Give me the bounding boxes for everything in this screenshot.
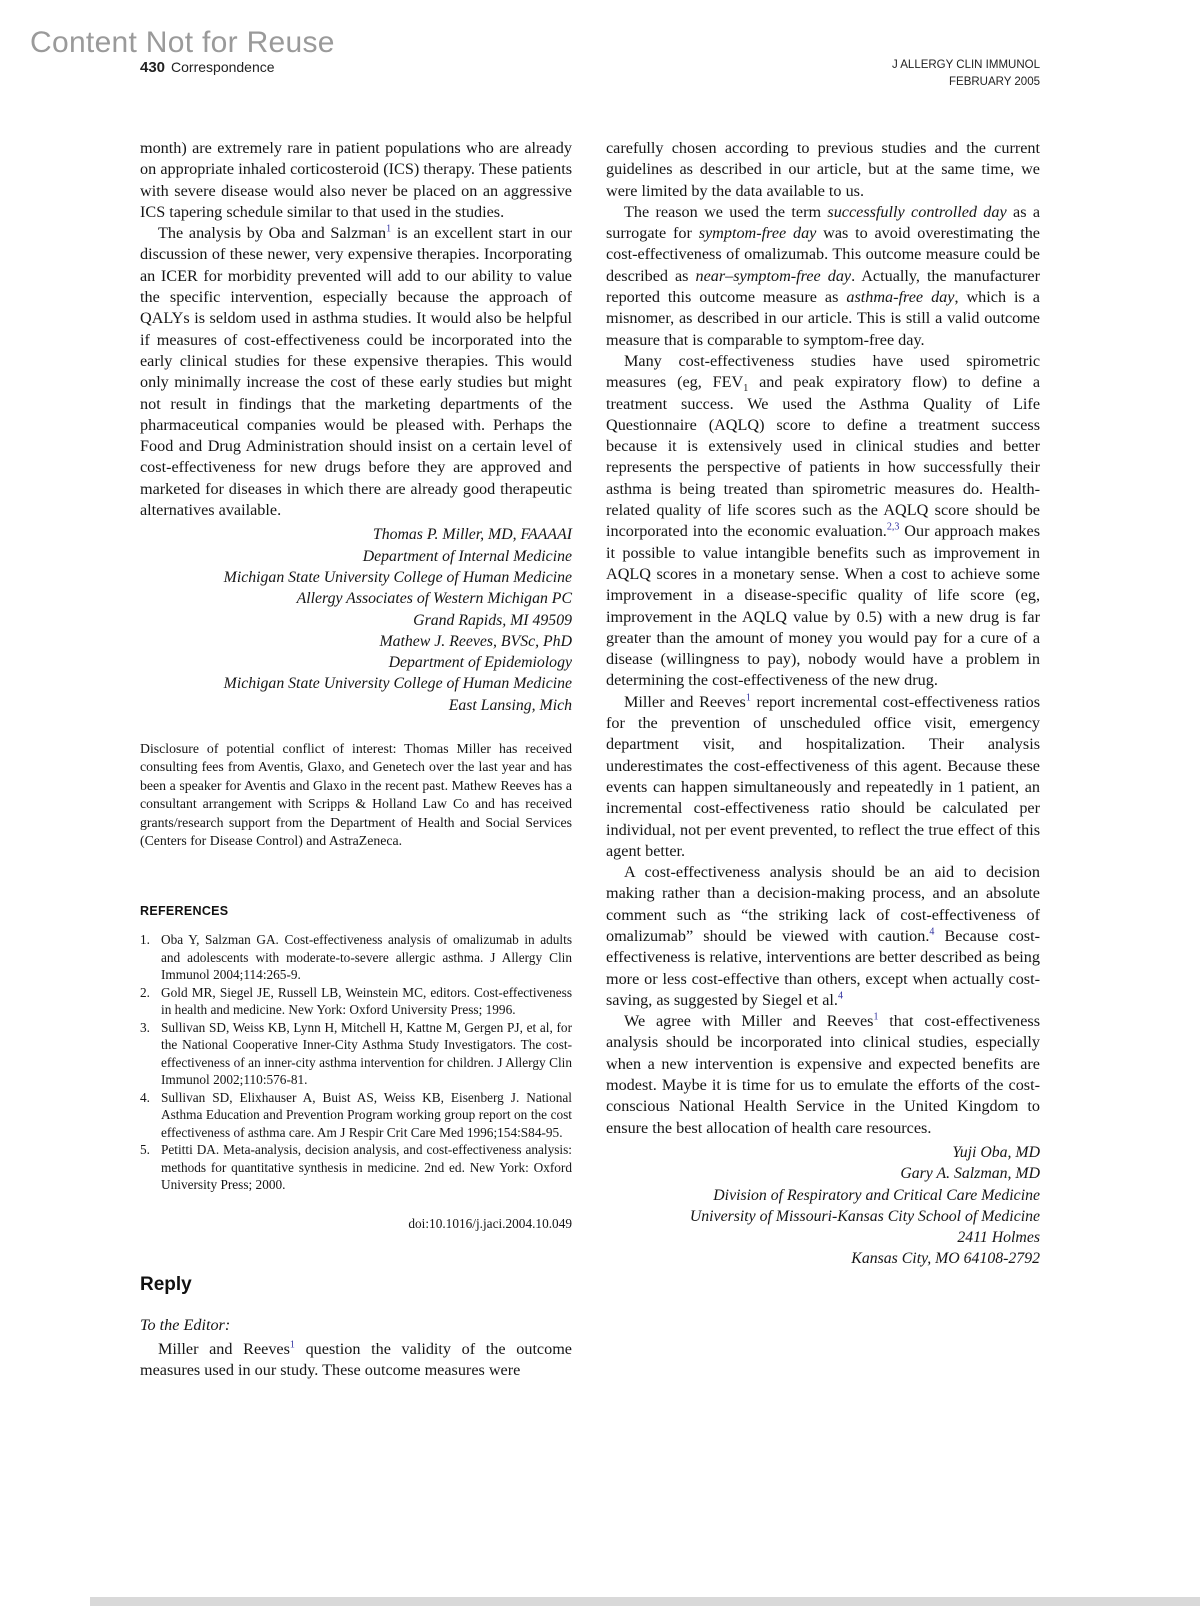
reply-heading: Reply (140, 1273, 192, 1295)
paragraph: We agree with Miller and Reeves$^1$ that cost-effectiveness analysis should be incorporated into clinical studies, especially when a new intervention is expensive and expected benefits are modest. Maybe it is time for us to emulate the efforts of the cost-conscious National Health Service in the United Kingdom to ensure the best allocation of health care resources. (606, 1011, 1041, 1137)
signature-line: Kansas City, MO 64108-2792 (851, 1250, 1040, 1268)
signature-line: Grand Rapids, MI 49509 (413, 611, 572, 629)
paragraph: The reason we used the term successfully controlled day as a surrogate for symptom-free day was to avoid overestimating the cost-effectiveness of omalizumab. This outcome measure could be described as near–symptom-free day. Actually, the manufacturer reported this outcome measure as asthma-free day, which is a misnomer, as described in our article. This is still a valid outcome measure that is comparable to symptom-free day. (606, 202, 1041, 349)
reference-text: Sullivan SD, Elixhauser A, Buist AS, Weiss KB, Eisenberg J. National Asthma Education and Prevention Program working group report on the cost effectiveness of asthma care. Am J Respir Crit Care Med 1996;154:S84-95. (161, 1089, 572, 1140)
reference-item (140, 1019, 572, 1089)
reference-number: 2. (140, 984, 150, 1000)
signature-line: Mathew J. Reeves, BVSc, PhD (379, 632, 572, 650)
signature-line: Michigan State University College of Human Medicine (223, 675, 572, 693)
signature-line: East Lansing, Mich (448, 696, 572, 714)
reference-text: Petitti DA. Meta-analysis, decision analysis, and cost-effectiveness analysis: methods for quantitative synthesis in medicine. 2nd ed. New York: Oxford University Press; 2000. (161, 1142, 572, 1193)
signature-line: Department of Internal Medicine (362, 547, 572, 565)
doi-line: doi:10.1016/j.jaci.2004.10.049 (408, 1215, 572, 1231)
paragraph: Miller and Reeves$^1$ question the validity of the outcome measures used in our study. These outcome measures were (140, 1339, 572, 1380)
paragraph: A cost-effectiveness analysis should be an aid to decision making rather than a decision-making process, and an absolute comment such as “the striking lack of cost-effectiveness of omalizumab” should be viewed with caution.$^4$ Because cost-effectiveness is relative, interventions are better described as being more or less cost-effective than others, except when actually cost-saving, as suggested by Siegel et al.$^4$ (606, 863, 1040, 1009)
signature-block-miller (140, 524, 572, 716)
paragraph: month) are extremely rare in patient populations who are already on appropriate inhaled corticosteroid (ICS) therapy. These patients with severe disease would also never be placed on an aggressive ICS tapering schedule similar to that used in the studies. (140, 139, 572, 221)
watermark: Content Not for Reuse (30, 26, 335, 59)
paragraph: Miller and Reeves$^1$ report incremental cost-effectiveness ratios for the prevention of unscheduled office visit, emergency department visit, and hospitalization. Their analysis underestimates the cost-effectiveness of this agent. Because these events can happen simultaneously and repeatedly in 1 patient, an incremental cost-effectiveness ratio should be calculated per individual, not per event prevented, to reflect the true effect of this agent better. (606, 692, 1040, 860)
left-column (140, 138, 572, 1382)
reference-text: Oba Y, Salzman GA. Cost-effectiveness analysis of omalizumab in adults and adolescents with moderate-to-severe allergic asthma. J Allergy Clin Immunol 2004;114:265-9. (161, 932, 572, 983)
references-list (140, 931, 572, 1194)
paragraph: Many cost-effectiveness studies have used spirometric measures (eg, $FEV_1$ and peak expiratory flow) to define a treatment success. We used the Asthma Quality of Life Questionnaire (AQLQ) score to define a treatment success because it is extensively used in clinical studies and better represents the perspective of patients in how successfully their asthma is being treated than spirometric measures do. Health-related quality of life scores such as the AQLQ score should be incorporated into the economic evaluation.$^{2,3}$ Our approach makes it possible to value intangible benefits such as improvement in AQLQ scores in a monetary sense. When a cost to achieve some improvement in a disease-specific quality of life score (eg, improvement in the AQLQ value by 0.5) with a new drug is far greater than the amount of money you would pay for a cure of a disease (willingness to pay), nobody would have a problem in determining the cost-effectiveness of the new drug. (606, 351, 1041, 690)
paragraph: carefully chosen according to previous studies and the current guidelines as described in our article, but at the same time, we were limited by the data available to us. (606, 139, 1040, 200)
right-column (606, 138, 1040, 1270)
signature-line: Thomas P. Miller, MD, FAAAAI (372, 526, 572, 544)
signature-line: Division of Respiratory and Critical Care Medicine (713, 1186, 1040, 1204)
reference-item (140, 931, 572, 984)
reference-number: 3. (140, 1019, 150, 1035)
citation-superscript: 1 (873, 1011, 879, 1023)
signature-block-oba-salzman (606, 1142, 1040, 1270)
salutation: To the Editor: (140, 1315, 231, 1334)
citation-superscript: 1 (386, 223, 392, 235)
page-header-left (140, 59, 275, 76)
citation-superscript: 4 (929, 926, 935, 938)
reference-text: Sullivan SD, Weiss KB, Lynn H, Mitchell H, Kattne M, Gergen PJ, et al, for the National Cooperative Inner-City Asthma Study Investigators. The cost-effectiveness of an inner-city asthma intervention for children. J Allergy Clin Immunol 2002;110:576-81. (161, 1019, 572, 1088)
citation-superscript: 2,3 (886, 521, 900, 533)
signature-line: Gary A. Salzman, MD (900, 1165, 1040, 1183)
citation-superscript: 4 (837, 990, 843, 1002)
signature-line: University of Missouri-Kansas City School of Medicine (689, 1207, 1040, 1225)
reference-number: 5. (140, 1142, 150, 1158)
reference-item (140, 1141, 572, 1194)
paragraph: The analysis by Oba and Salzman$^1$ is an excellent start in our discussion of these newer, very expensive therapies. Incorporating an ICER for morbidity prevented will add to our ability to value the specific intervention, especially because the approach of QALYs is seldom used in asthma studies. It would also be helpful if measures of cost-effectiveness could be incorporated into the early clinical studies for these expensive therapies. This would only minimally increase the cost of these early studies but might not result in findings that the marketing departments of the pharmaceutical companies would be pleased with. Perhaps the Food and Drug Administration should insist on a certain level of cost-effectiveness for new drugs before they are approved and marketed for diseases in which there are already good therapeutic alternatives available. (140, 223, 572, 520)
reply-paragraphs (140, 1339, 572, 1382)
signature-line: Yuji Oba, MD (952, 1143, 1040, 1161)
reference-number: 4. (140, 1089, 150, 1105)
citation-superscript: 1 (745, 692, 751, 704)
signature-line: Michigan State University College of Human Medicine (223, 568, 572, 586)
reference-item (140, 984, 572, 1019)
letter-body-paragraphs (140, 138, 572, 521)
signature-line: 2411 Holmes (957, 1229, 1040, 1247)
reference-number: 1. (140, 932, 150, 948)
references-heading: REFERENCES (140, 904, 229, 919)
page-header-right (640, 57, 1040, 91)
signature-line: Allergy Associates of Western Michigan PC (296, 590, 572, 608)
reply-body-paragraphs (606, 138, 1040, 1139)
citation-superscript: 1 (289, 1339, 295, 1351)
signature-line: Department of Epidemiology (388, 654, 572, 672)
issue-date: FEBRUARY 2005 (949, 76, 1040, 88)
reference-text: Gold MR, Siegel JE, Russell LB, Weinstein MC, editors. Cost-effectiveness in health and medicine. New York: Oxford University Press; 1996. (161, 984, 572, 1018)
disclosure-statement: Disclosure of potential conflict of interest: Thomas Miller has received consulting fees from Aventis, Glaxo, and Genetech over the last year and has been a speaker for Aventis and Glaxo in the recent past. Mathew Reeves has a consultant arrangement with Scripps & Holland Law Co and has received grants/research support from the Department of Health and Social Services (Centers for Disease Control) and AstraZeneca. (140, 741, 572, 849)
section-title: Correspondence (171, 59, 275, 75)
page-number: 430 (140, 59, 166, 76)
journal-name: J ALLERGY CLIN IMMUNOL (891, 59, 1040, 71)
reference-item (140, 1089, 572, 1142)
scan-edge-bar (90, 1597, 1200, 1606)
